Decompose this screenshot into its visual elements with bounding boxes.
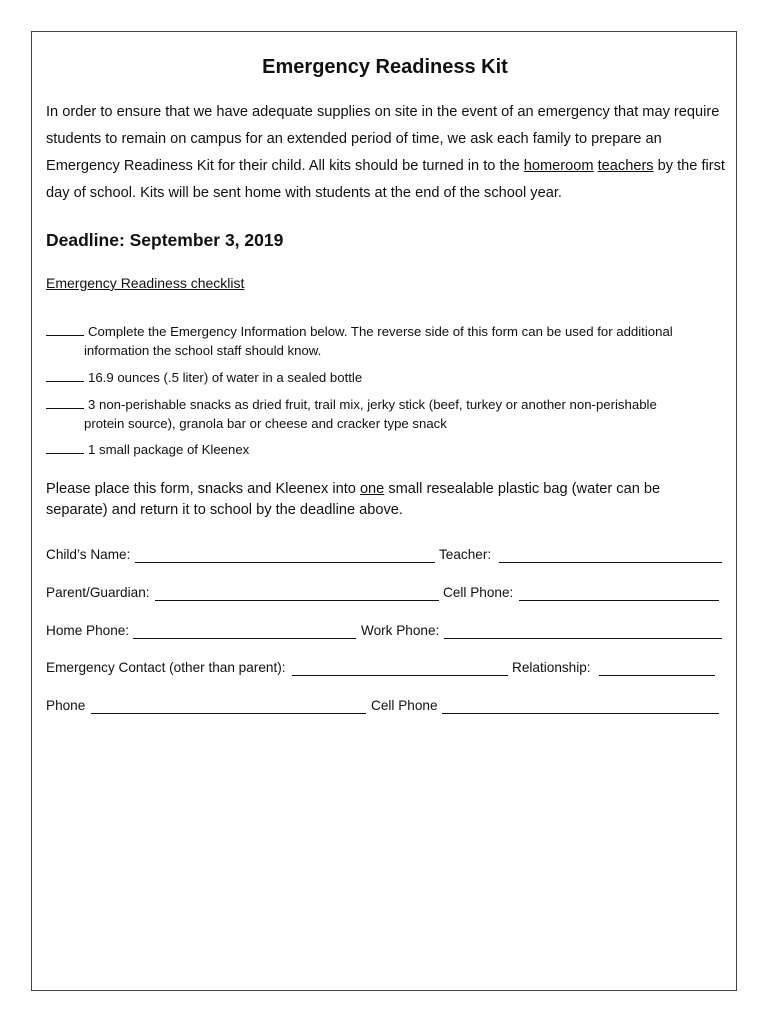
cell-phone-field[interactable] bbox=[519, 600, 719, 601]
field-row-phone bbox=[46, 698, 726, 718]
check-blank[interactable] bbox=[46, 396, 84, 409]
intro-teachers: teachers bbox=[597, 158, 654, 174]
checklist-item-text: 16.9 ounces (.5 liter) of water in a sealed bottle bbox=[88, 370, 363, 385]
phone-label: Phone bbox=[46, 698, 86, 713]
checklist-item-text: Complete the Emergency Information below. The reverse side of this form can be used for additional bbox=[88, 324, 673, 339]
checklist-item-text: 3 non-perishable snacks as dried fruit, trail mix, jerky stick (beef, turkey or another non-perishable bbox=[88, 397, 657, 412]
cell-phone-field-2[interactable] bbox=[442, 713, 719, 714]
instructions-text-1: Please place this form, snacks and Kleenex into bbox=[46, 481, 360, 497]
home-phone-field[interactable] bbox=[133, 638, 356, 639]
instructions-one: one bbox=[359, 481, 385, 497]
childs-name-field[interactable] bbox=[135, 562, 435, 563]
teacher-label: Teacher: bbox=[439, 547, 492, 562]
checklist-item-text-cont: information the school staff should know. bbox=[84, 343, 322, 358]
checklist-heading: Emergency Readiness checklist bbox=[46, 275, 245, 291]
cell-phone-label-2: Cell Phone bbox=[371, 698, 438, 713]
phone-field[interactable] bbox=[91, 713, 366, 714]
childs-name-label: Child’s Name: bbox=[46, 547, 131, 562]
checklist-item-text: 1 small package of Kleenex bbox=[88, 442, 250, 457]
field-row-child bbox=[46, 547, 726, 567]
deadline: Deadline: September 3, 2019 bbox=[46, 230, 284, 250]
instructions-text-2: small resealable plastic bag (water can be separate) and return it to school by the deadline above. bbox=[46, 481, 661, 518]
intro-homeroom: homeroom bbox=[523, 158, 594, 174]
teacher-field[interactable] bbox=[499, 562, 722, 563]
checklist-item-water bbox=[46, 368, 726, 387]
work-phone-label: Work Phone: bbox=[361, 623, 440, 638]
check-blank[interactable] bbox=[46, 441, 84, 454]
checklist-item-kleenex bbox=[46, 440, 726, 459]
parent-guardian-label: Parent/Guardian: bbox=[46, 585, 150, 600]
home-phone-label: Home Phone: bbox=[46, 623, 130, 638]
intro-text-1: In order to ensure that we have adequate supplies on site in the event of an emergency that may require students to remain on campus for an extended period of time, we ask each family to prepare an Emergency Readiness Kit for their child. All kits should be turned in to the bbox=[46, 104, 720, 174]
form-title: Emergency Readiness Kit bbox=[262, 56, 508, 78]
checklist-item-snacks bbox=[46, 395, 726, 433]
intro-paragraph bbox=[46, 99, 726, 207]
check-blank[interactable] bbox=[46, 369, 84, 382]
field-row-parent bbox=[46, 585, 726, 605]
field-row-home bbox=[46, 623, 726, 643]
emergency-contact-label: Emergency Contact (other than parent): bbox=[46, 660, 286, 675]
parent-guardian-field[interactable] bbox=[155, 600, 439, 601]
checklist-item-info bbox=[46, 322, 726, 360]
cell-phone-label: Cell Phone: bbox=[443, 585, 514, 600]
emergency-contact-field[interactable] bbox=[292, 675, 508, 676]
checklist-item-text-cont: protein source), granola bar or cheese and cracker type snack bbox=[84, 416, 447, 431]
relationship-label: Relationship: bbox=[512, 660, 591, 675]
field-row-emergency bbox=[46, 660, 726, 680]
relationship-field[interactable] bbox=[599, 675, 715, 676]
instructions-paragraph bbox=[46, 479, 716, 521]
intro-text-2: by the first day of school. Kits will be sent home with students at the end of the school year. bbox=[46, 158, 725, 201]
work-phone-field[interactable] bbox=[444, 638, 722, 639]
check-blank[interactable] bbox=[46, 323, 84, 336]
